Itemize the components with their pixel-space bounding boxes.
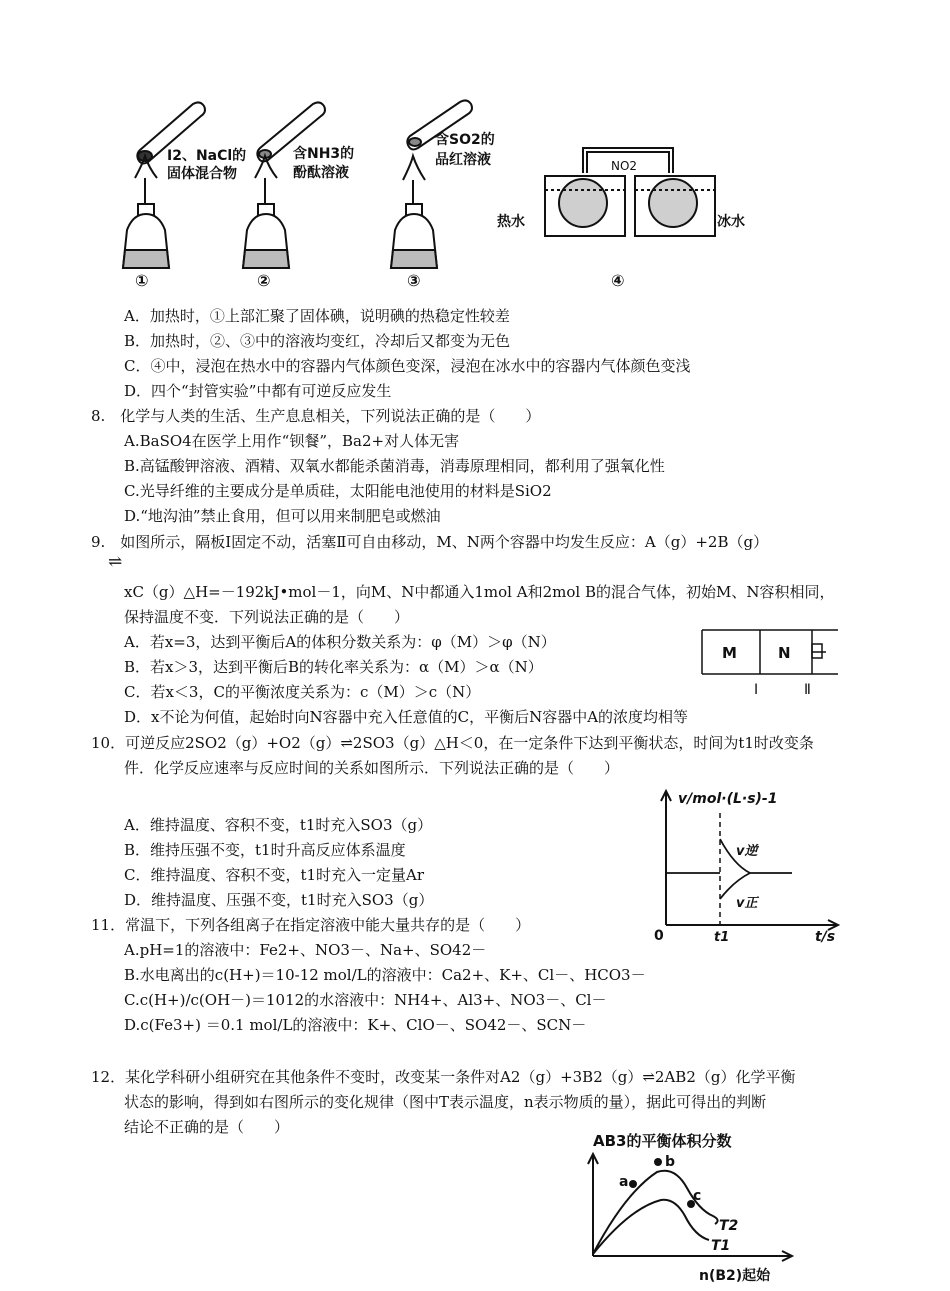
q10-option-a: A．维持温度、容积不变，t1时充入SO3（g） [124, 816, 433, 834]
q12-stem-line1: 12．某化学科研小组研究在其他条件不变时，改变某一条件对A2（g）+3B2（g）⇌2AB2（g）化学平衡 [91, 1068, 796, 1086]
q9-option-b: B．若x＞3，达到平衡后B的转化率关系为：α（M）＞α（N） [124, 658, 543, 676]
q12-point-a [629, 1180, 637, 1188]
no2-label: NO2 [611, 159, 638, 173]
q9-option-a: A．若x=3，达到平衡后A的体积分数关系为：φ（M）＞φ（N） [124, 633, 556, 651]
alcohol-lamp-1-icon [123, 156, 169, 268]
q10-origin-label: 0 [654, 928, 664, 944]
q10-x-axis-label: t/s [815, 929, 836, 945]
q10-option-c: C．维持温度、容积不变，t1时充入一定量Ar [124, 866, 425, 884]
label-1: ① [135, 271, 149, 290]
tube3-label-line1: 含SO2的 [435, 132, 495, 148]
container-n-label: N [778, 644, 791, 662]
q10-stem-line2: 件．化学反应速率与反应时间的关系如图所示．下列说法正确的是（ ） [124, 759, 620, 777]
partition-i-label: Ⅰ [754, 682, 759, 698]
q9-stem-line3: 保持温度不变．下列说法正确的是（ ） [124, 608, 410, 626]
q10-v-reverse-label: v逆 [736, 844, 758, 859]
q8-stem: 8. 化学与人类的生活、生产息息相关，下列说法正确的是（ ） [91, 407, 541, 425]
tube2-label-line2: 酚酞溶液 [293, 165, 349, 181]
q9-stem-line2: xC（g）△H=－192kJ•mol－1，向M、N中都通入1mol A和2mol B的混合气体，初始M、N容积相同， [124, 583, 835, 601]
q9-stem-line1: 9. 如图所示，隔板Ⅰ固定不动，活塞Ⅱ可自由移动，M、N两个容器中均发生反应：A（g）+2B（g） [91, 533, 769, 551]
tube1-label-line1: I2、NaCl的 [167, 148, 247, 164]
q12-equilibrium-graph [575, 1128, 805, 1288]
q12-chart-title: AB3的平衡体积分数 [593, 1132, 732, 1150]
q11-stem: 11．常温下，下列各组离子在指定溶液中能大量共存的是（ ） [91, 916, 531, 934]
q11-option-c: C.c(H+)/c(OH－)＝1012的水溶液中：NH4+、Al3+、NO3－、Cl－ [124, 991, 607, 1009]
q10-y-axis-label: v/mol·(L·s)-1 [678, 791, 778, 807]
q7-option-b: B．加热时，②、③中的溶液均变红，冷却后又都变为无色 [124, 332, 511, 350]
q10-option-b: B．维持压强不变，t1时升高反应体系温度 [124, 841, 406, 859]
q12-t2-label: T2 [719, 1218, 739, 1234]
q12-stem-line3: 结论不正确的是（ ） [124, 1118, 290, 1136]
q11-option-d: D.c(Fe3+) ＝0.1 mol/L的溶液中：K+、ClO－、SO42－、SCN－ [124, 1016, 587, 1034]
q12-stem-line2: 状态的影响，得到如右图所示的变化规律（图中T表示温度，n表示物质的量），据此可得出的判断 [124, 1093, 767, 1111]
tube3-label-line2: 品红溶液 [435, 152, 491, 168]
q10-v-forward-label: v正 [736, 896, 758, 911]
q8-option-a: A.BaSO4在医学上用作“钡餐”，Ba2+对人体无害 [124, 432, 460, 450]
q10-rate-time-graph [652, 785, 852, 945]
q9-option-c: C．若x＜3，C的平衡浓度关系为：c（M）＞c（N） [124, 683, 481, 701]
alcohol-lamp-3-icon [391, 156, 437, 268]
label-3: ③ [407, 271, 421, 290]
q12-label-a: a [619, 1174, 629, 1190]
q11-option-a: A.pH=1的溶液中：Fe2+、NO3－、Na+、SO42－ [124, 941, 487, 959]
tube1-label-line2: 固体混合物 [167, 166, 237, 182]
q7-option-a: A．加热时，①上部汇聚了固体碘，说明碘的热稳定性较差 [124, 307, 510, 325]
q12-label-b: b [665, 1154, 676, 1170]
q12-x-axis-label: n(B2)起始 [699, 1268, 771, 1284]
q12-t1-label: T1 [711, 1238, 731, 1254]
label-2: ② [257, 271, 271, 290]
q10-t1-label: t1 [714, 930, 730, 945]
piston-ii-label: Ⅱ [804, 682, 811, 698]
hot-water-label: 热水 [497, 214, 525, 230]
ice-water-label: 冰水 [717, 214, 745, 230]
q12-label-c: c [693, 1188, 702, 1204]
q10-stem-line1: 10．可逆反应2SO2（g）+O2（g）⇌2SO3（g）△H＜0，在一定条件下达到平衡状态，时间为t1时改变条 [91, 734, 814, 752]
q8-option-c: C.光导纤维的主要成分是单质硅，太阳能电池使用的材料是SiO2 [124, 482, 552, 500]
tube2-label-line1: 含NH3的 [293, 146, 355, 162]
q9-container-figure [700, 628, 840, 698]
q7-option-c: C．④中，浸泡在热水中的容器内气体颜色变深，浸泡在冰水中的容器内气体颜色变浅 [124, 357, 691, 375]
alcohol-lamp-2-icon [243, 156, 289, 268]
q8-option-b: B.高锰酸钾溶液、酒精、双氧水都能杀菌消毒，消毒原理相同，都利用了强氧化性 [124, 457, 665, 475]
apparatus-figure [105, 98, 765, 293]
q9-equilibrium-arrow: ⇌ [108, 552, 123, 572]
q10-option-d: D．维持温度、压强不变，t1时充入SO3（g） [124, 891, 434, 909]
q8-option-d: D.“地沟油”禁止食用，但可以用来制肥皂或燃油 [124, 507, 441, 525]
q11-option-b: B.水电离出的c(H+)＝10-12 mol/L的溶液中：Ca2+、K+、Cl－、HCO3－ [124, 966, 646, 984]
q12-point-b [654, 1158, 662, 1166]
q9-option-d: D．x不论为何值，起始时向N容器中充入任意值的C，平衡后N容器中A的浓度均相等 [124, 708, 689, 726]
q7-option-d: D．四个“封管实验”中都有可逆反应发生 [124, 382, 392, 400]
container-m-label: M [722, 644, 737, 662]
label-4: ④ [611, 271, 625, 290]
